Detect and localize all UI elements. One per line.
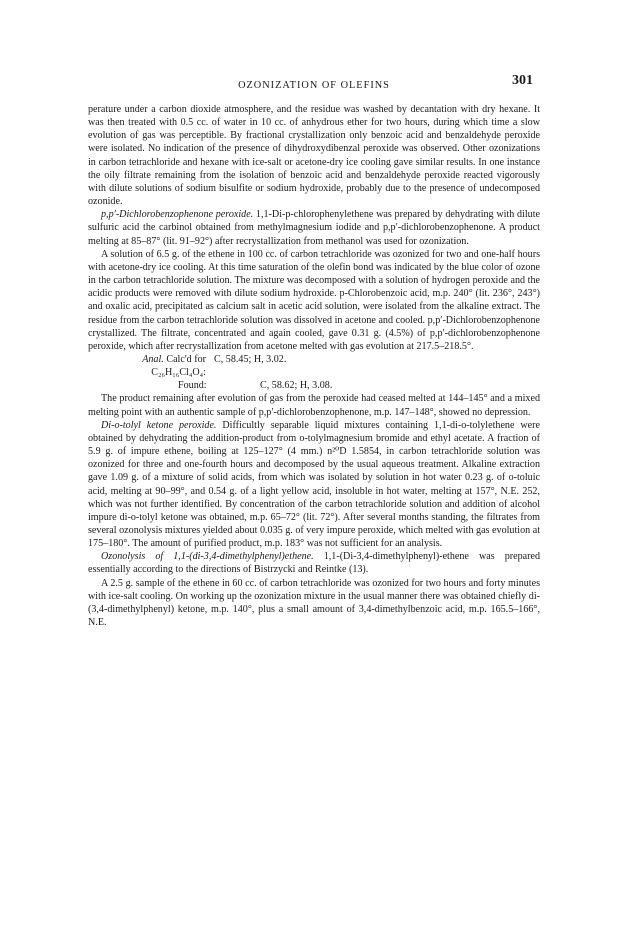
paragraph-sample-ozonized: A 2.5 g. sample of the ethene in 60 cc. of carbon tetrachloride was ozonized for two hours and forty minutes with ice-salt cooling. On working up the ozonization mixture in the usual manner there was obtained chiefly di-(3,4-dimethylphenyl) ketone, m.p. 140°, plus a small amount of 3,4-dimethylbenzoic acid, m.p. 165.5–166°, N.E. [88,577,540,629]
paragraph-text: 1,1-Di-p-chlorophenylethene was prepared by dehydrating with dilute sulfuric acid the carbinol obtained from methylmagnesium iodide and p,p′-dichlorobenzophenone. A product melting at 85–87° (lit. 91–92°) after recrystallization from methanol was used for ozonization. [88,209,540,247]
page-number: 301 [512,73,533,88]
section-heading: Di-o-tolyl ketone peroxide. [101,419,217,431]
section-heading: p,p′-Dichlorobenzophenone peroxide. [101,209,254,221]
section-heading: Ozonolysis of 1,1-(di-3,4-dimethylphenyl)ethene. [101,551,314,563]
paragraph-text: 1,1-(Di-3,4-dimethylphenyl)-ethene was prepared essentially according to the directions of Bistrzycki and Reintke (13). [88,551,541,576]
paragraph-mixed-melting-point: The product remaining after evolution of gas from the peroxide had ceased melted at 144–145° and a mixed melting point with an authentic sample of p,p′-dichlorobenzophenone, m.p. 147–148°, showed no depression. [88,393,540,418]
analysis-calculated-row [88,353,540,379]
analysis-calculated-label: Anal. Calc'd for C₂₆H₁₆Cl₄O₄: [142,353,206,379]
body-text [88,103,540,629]
paragraph-text: Difficultly separable liquid mixtures containing 1,1-di-o-tolylethene were obtained by dehydrating the addition-product from o-tolylmagnesium bromide and ethyl acetate. A fraction of 5.9 g. of impure ethene, boiling at 125–127° (4 mm.) n²⁰D 1.5854, in carbon tetrachloride solution was ozonized for three and one-fourth hours and decomposed by the usual aqueous treatment. Alkaline extraction gave 1.09 g. of a mixture of solid acids, from which was isolated by solution in hot water 0.23 g. of o-toluic acid, melting at 90–99°, and 0.54 g. of a light yellow acid, insoluble in hot water, melting at 157°, N.E. 252, which was not further identified. By concentration of the carbon tetrachloride solution and addition of alcohol impure di-o-tolyl ketone was obtained, m.p. 65–72° (lit. 72°). After several months standing, the filtrates from several ozonolysis mixtures yielded about 0.035 g. of very impure peroxide, which melted with gas evolution at 175–180°. The amount of purified product, m.p. 183° was not sufficient for an analysis. [88,419,540,550]
analysis-found-label: Found: [178,380,207,392]
paragraph-ozonolysis-dimethylphenyl [88,550,540,576]
paragraph-dichlorobenzophenone-peroxide [88,208,540,247]
analysis-found-values: C, 58.62; H, 3.08. [260,380,333,392]
running-title: OZONIZATION OF OLEFINS [238,80,390,91]
analysis-label: Anal. [142,353,164,365]
analysis-calculated-values: C, 58.45; H, 3.02. [214,353,287,365]
paragraph-ditolyl-ketone-peroxide [88,419,540,551]
paragraph-ozonization-procedure: A solution of 6.5 g. of the ethene in 100 cc. of carbon tetrachloride was ozonized for two and one-half hours with acetone-dry ice cooling. At this time saturation of the olefin bond was indicated by the blue color of ozone in the carbon tetrachloride solution. The mixture was decomposed with a solution of hydrogen peroxide and the acidic products were removed with dilute sodium hydroxide. p-Chlorobenzoic acid, m.p. 240° (lit. 236°, 243°) and oxalic acid, precipitated as calcium salt in acetic acid solution, were isolated from the alkaline extract. The residue from the carbon tetrachloride solution was dissolved in acetone and cooled. p,p′-Dichlorobenzophenone crystallized. The filtrate, concentrated and again cooled, gave 0.31 g. (4.5%) of p,p′-dichlorobenzophenone peroxide, which after recrystallization from acetone melted with gas evolution at 217.5–218.5°. [88,248,540,352]
paragraph-continuation: perature under a carbon dioxide atmosphere, and the residue was washed by decantation with dry hexane. It was then treated with 0.5 cc. of water in 10 cc. of anhydrous ether for two hours, during which time a slow evolution of gas was perceptible. By fractional crystallization only benzoic acid and benzaldehyde peroxide were isolated. No indication of the presence of dihydroxydibenzal peroxide was observed. Other ozonizations in carbon tetrachloride and hexane with ice-salt or acetone-dry ice cooling gave similar results. In one instance the oily filtrate remaining from the isolation of benzoic acid and benzaldehyde peroxide reacted vigorously with dilute solutions of sodium bisulfite or sodium hydroxide, probably due to the presence of undecomposed ozonide. [88,104,540,208]
analysis-found-row [88,379,540,392]
